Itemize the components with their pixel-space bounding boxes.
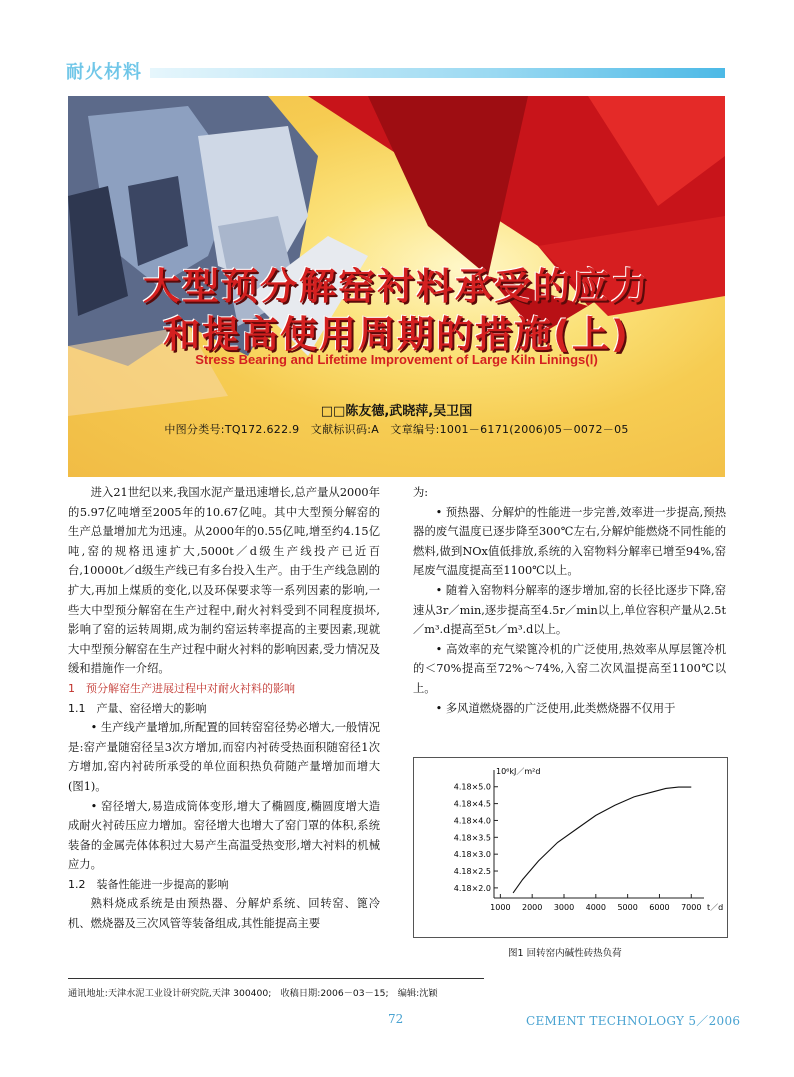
paragraph: • 高效率的充气梁篦冷机的广泛使用,热效率从厚层篦冷机的＜70%提高至72%～74%,入窑二次风温提高至1100℃以上。 bbox=[413, 642, 726, 695]
section-tag: 耐火材料 bbox=[66, 62, 142, 83]
x-axis-label: t／d bbox=[707, 903, 724, 912]
x-tick-label: 1000 bbox=[490, 903, 511, 912]
y-tick-label: 4.18×3.0 bbox=[453, 850, 491, 860]
y-axis-label: 10⁶kJ／m²d bbox=[496, 767, 541, 776]
body-column-left bbox=[68, 483, 380, 934]
section-tag-bar bbox=[150, 68, 725, 78]
journal-name: CEMENT TECHNOLOGY 5／2006 bbox=[526, 1014, 741, 1028]
x-tick-label: 7000 bbox=[681, 903, 702, 912]
paragraph: • 窑径增大,易造成筒体变形,增大了椭圆度,椭圆度增大造成耐火衬砖压应力增加。窑径增大也增大了窑门罩的体积,系统装备的金属壳体体积过大易产生高温受热变形,增大衬料的机械应力。 bbox=[68, 799, 380, 872]
section-heading: 1 预分解窑生产进展过程中对耐火衬料的影响 bbox=[68, 681, 295, 695]
hero-banner bbox=[68, 96, 725, 477]
paragraph: • 预热器、分解炉的性能进一步完善,效率进一步提高,预热器的废气温度已逐步降至300℃左右,分解炉能燃烧不同性能的燃料,做到NOx值低排放,系统的入窑物料分解率已增至94%,窑尾废气温度提高至1100℃以上。 bbox=[413, 505, 726, 578]
paragraph: 进入21世纪以来,我国水泥产量迅速增长,总产量从2000年的5.97亿吨增至2005年的10.67亿吨。其中大型预分解窑的生产总量增加尤为迅速。从2000年的0.55亿吨,增至约4.15亿吨,窑的规格迅速扩大,5000t／d级生产线投产已近百台,10000t／d级生产线已有多台投入生产。由于生产线急剧的扩大,再加上煤质的变化,以及环保要求等一系列因素的影响,一些大中型预分解窑在生产过程中,耐火衬料受到不同程度损坏,影响了窑的运转周期,成为制约窑运转率提高的主要因素,现就大中型预分解窑在生产过程中耐火衬料的影响因素,受力情况及缓和措施作一介绍。 bbox=[68, 486, 380, 676]
x-tick-label: 2000 bbox=[522, 903, 543, 912]
y-tick-label: 4.18×5.0 bbox=[453, 782, 491, 792]
y-tick-label: 4.18×4.0 bbox=[453, 816, 491, 826]
footnote: 通讯地址:天津水泥工业设计研究院,天津 300400; 收稿日期:2006－03－15; 编辑:沈颖 bbox=[68, 988, 438, 999]
paragraph: • 生产线产量增加,所配置的回转窑窑径势必增大,一般情况是:窑产量随窑径呈3次方增加,而窑内衬砖受热面积随窑径1次方增加,窑内衬砖所承受的单位面积热负荷随产量增加而增大(图1)。 bbox=[68, 721, 380, 793]
footnote-rule bbox=[68, 978, 484, 979]
article-title-line1: 大型预分解窑衬料承受的应力 bbox=[143, 265, 650, 308]
x-tick-label: 4000 bbox=[585, 903, 606, 912]
y-tick-label: 4.18×3.5 bbox=[453, 833, 491, 843]
paragraph: 熟料烧成系统是由预热器、分解炉系统、回转窑、篦冷机、燃烧器及三次风管等装备组成,其性能提高主要 bbox=[68, 897, 380, 931]
article-title-line2: 和提高使用周期的措施(上) bbox=[163, 313, 630, 356]
figure-caption: 图1 回转窑内碱性砖热负荷 bbox=[508, 948, 622, 959]
article-authors: □□陈友德,武晓萍,吴卫国 bbox=[320, 404, 473, 419]
heat-load-chart bbox=[414, 758, 727, 937]
paragraph: 为: bbox=[413, 486, 429, 499]
x-tick-label: 6000 bbox=[649, 903, 670, 912]
paragraph: • 多风道燃烧器的广泛使用,此类燃烧器不仅用于 bbox=[435, 701, 676, 715]
figure-1 bbox=[413, 757, 728, 938]
series-line bbox=[513, 787, 691, 893]
x-tick-label: 3000 bbox=[553, 903, 575, 912]
paragraph: • 随着入窑物料分解率的逐步增加,窑的长径比逐步下降,窑速从3r／min,逐步提高至4.5r／min以上,单位容积产量从2.5t／m³.d提高至5t／m³.d以上。 bbox=[413, 583, 726, 637]
body-column-right bbox=[413, 483, 726, 718]
article-subtitle-en: Stress Bearing and Lifetime Improvement of Large Kiln Linings(Ⅰ) bbox=[195, 352, 598, 367]
subsection-heading: 1.2 装备性能进一步提高的影响 bbox=[68, 877, 229, 891]
y-tick-label: 4.18×2.0 bbox=[453, 883, 491, 893]
subsection-heading: 1.1 产量、窑径增大的影响 bbox=[68, 701, 207, 715]
y-tick-label: 4.18×4.5 bbox=[453, 799, 491, 809]
page-number: 72 bbox=[388, 1012, 404, 1026]
y-tick-label: 4.18×2.5 bbox=[453, 867, 491, 877]
x-tick-label: 5000 bbox=[617, 903, 638, 912]
article-classification: 中图分类号:TQ172.622.9 文献标识码:A 文章编号:1001－6171(2006)05－0072－05 bbox=[164, 423, 629, 436]
